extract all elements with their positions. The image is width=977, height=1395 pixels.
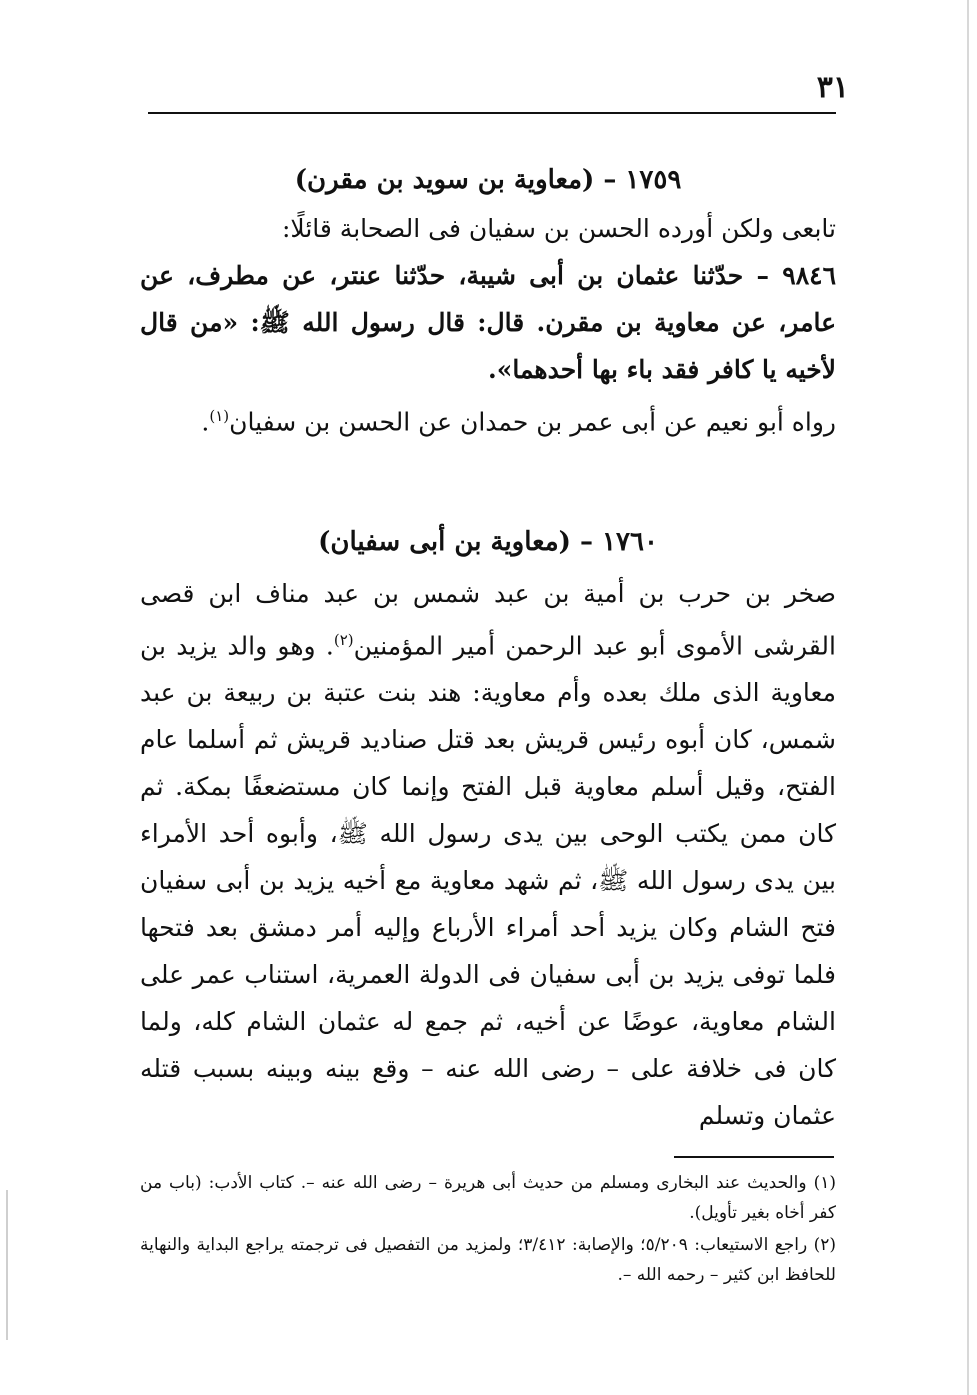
header-rule <box>148 112 836 114</box>
page-number: ٣١ <box>816 70 849 105</box>
entry-body-1760 <box>140 570 836 1139</box>
footnote-rule <box>674 1156 834 1158</box>
entry-heading-1759: ١٧٥٩ – (معاوية بن سويد بن مقرن) <box>294 165 682 195</box>
footnote-ref-1: (١) <box>209 407 230 425</box>
footnote-2: (٢) راجع الاستيعاب: ٥/٢٠٩؛ والإصابة: ٣/٤١٢؛ ولمزيد من التفصيل فى ترجمته يراجع البداية والنهاية للحافظ ابن كثير – رحمه الله –. <box>140 1235 836 1285</box>
biography-part-1: صخر بن حرب بن أمية بن عبد شمس بن عبد مناف ابن قصى القرشى الأموى أبو عبد الرحمن أمير المؤمنين <box>140 579 836 661</box>
narration-end: . <box>201 407 210 437</box>
footnote-ref-2: (٢) <box>333 631 354 649</box>
narration-text <box>140 393 836 445</box>
narration-main: رواه أبو نعيم عن أبى عمر بن حمدان عن الحسن بن سفيان <box>229 407 836 437</box>
entry-heading-1760: ١٧٦٠ – (معاوية بن أبى سفيان) <box>318 527 658 557</box>
biography-part-2: . وهو والد يزيد بن معاوية الذى ملك بعده وأم معاوية: هند بنت عتبة بن ربيعة بن عبد شمس، كان أبوه رئيس قريش بعد قتل صناديد قريش ثم أسلما عام الفتح، وقيل أسلم معاوية قبل الفتح وإنما كان مستضعفًا بمكة. ثم كان ممن يكتب الوحى بين يدى رسول الله ﷺ، وأبوه أحد الأمراء بين يدى رسول الله ﷺ، ثم شهد معاوية مع أخيه يزيد بن أبى سفيان فتح الشام وكان يزيد أحد أمراء الأرباع وإليه أمر دمشق بعد فتحها فلما توفى يزيد بن أبى سفيان فى الدولة العمرية، استناب عمر على الشام معاوية، عوضًا عن أخيه، ثم جمع له عثمان الشام كله، ولما كان فى خلافة على – رضى الله عنه – وقع بينه وبينه بسبب قتله عثمان وتسلم <box>140 631 836 1131</box>
entry-body-1759 <box>140 205 836 445</box>
scan-edge-line-left <box>6 1190 8 1340</box>
footnotes <box>140 1168 836 1292</box>
entry-intro-line: تابعى ولكن أورده الحسن بن سفيان فى الصحابة قائلًا: <box>281 214 836 243</box>
scan-edge-line <box>967 0 969 1395</box>
biography-text <box>140 570 836 1139</box>
hadith-text: ٩٨٤٦ – حدّثنا عثمان بن أبى شيبة، حدّثنا عنتر، عن مطرف، عن عامر، عن معاوية بن مقرن. قال: قال رسول الله ﷺ: «من قال لأخيه يا كافر فقد باء بها أحدهما». <box>140 261 836 384</box>
footnote-1: (١) والحديث عند البخارى ومسلم من حديث أبى هريرة – رضى الله عنه –. كتاب الأدب: (باب من كفر أخاه بغير تأويل). <box>140 1173 836 1223</box>
